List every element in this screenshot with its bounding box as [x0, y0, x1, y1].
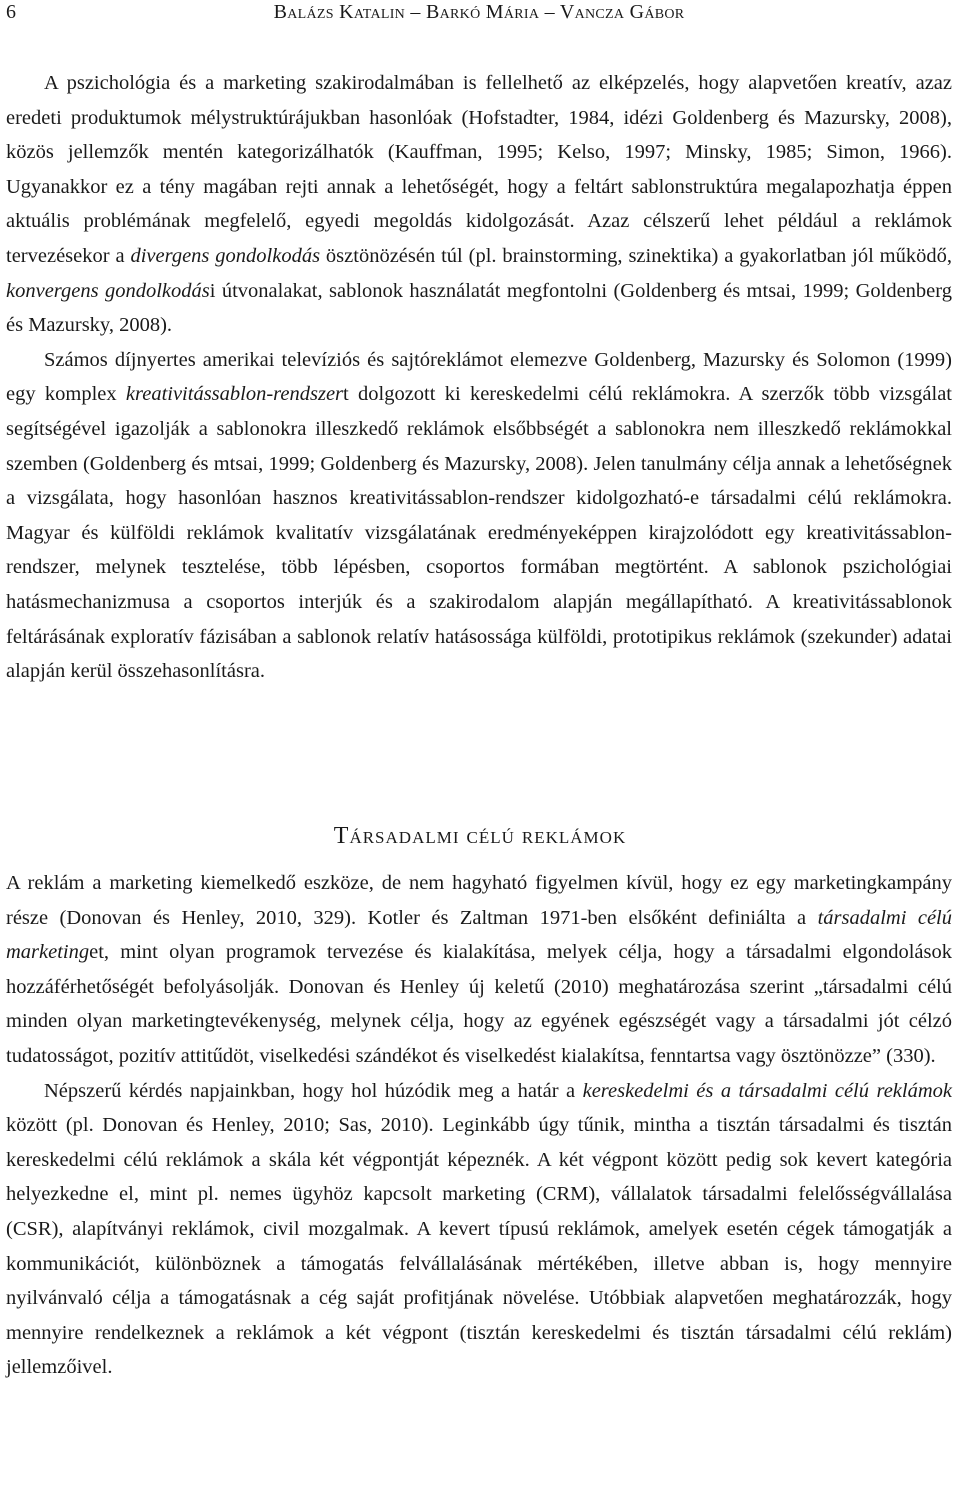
- page-number: 6: [6, 1, 16, 23]
- paragraph: [6, 866, 952, 1074]
- italic-run: kreativitássablon-rendszer: [125, 383, 344, 406]
- italic-run: kereskedelmi és a társadalmi célú reklámok: [582, 1079, 952, 1102]
- section-heading: Társadalmi célú reklámok: [333, 823, 627, 849]
- text-run: i útvonalakat, sablonok használatát megfontolni (Goldenberg és mtsai, 1999; Goldenberg és Mazursky, 2008).: [6, 279, 952, 337]
- text-run: Számos díjnyertes amerikai televíziós és sajtóreklámot elemezve Goldenberg, Mazursky és Solomon (1999) egy komplex: [6, 348, 952, 406]
- paragraph: [6, 66, 952, 343]
- intro-text: [6, 66, 952, 689]
- text-run: A reklám a marketing kiemelkedő eszköze, de nem hagyható figyelmen kívül, hogy ez egy marketingkampány része (Donovan és Henley, 2010, 329). Kotler és Zaltman 1971-ben elsőként definiálta a: [6, 872, 952, 929]
- text-run: között (pl. Donovan és Henley, 2010; Sas, 2010). Leginkább úgy tűnik, mintha a tisztán társadalmi és tisztán kereskedelmi célú reklámok a skála két végpontját képeznék. A két végpont között pedig sok kevert kategória helyezkedne el, mint pl. nemes ügyhöz kapcsolt marketing (CRM), vállalatok társadalmi felelősségvállalása (CSR), alapítványi reklámok, civil mozgalmak. A kevert típusú reklámok, amelyek esetén cégek támogatják a kommunikációt, különböznek a támogatás felvállalásának mértékében, illetve abban is, hogy mennyire nyilvánvaló célja a támogatásnak a cég saját profitjának növelése. Utóbbiak alapvetően meghatározzák, hogy mennyire rendelkeznek a reklámok a két végpont (tisztán kereskedelmi és tisztán társadalmi célú reklám) jellemzőivel.: [6, 1114, 952, 1379]
- running-header: [6, 0, 952, 24]
- section-text: [6, 866, 952, 1385]
- paragraph: [6, 1074, 952, 1385]
- text-run: et, mint olyan programok tervezése és kialakítása, melyek célja, hogy a társadalmi elgondolások hozzáférhetőségét befolyásolják. Donovan és Henley új keletű (2010) meghatározása szerint „társadalmi célú minden olyan marketingtevékenység, melynek célja, hogy az egyének egészségét vagy a társadalmi jót célzó tudatosságot, pozitív attitűdöt, viselkedési szándékot és viselkedést kialakítsa, fenntartsa vagy ösztönözze” (330).: [6, 941, 952, 1067]
- text-run: Népszerű kérdés napjainkban, hogy hol húzódik meg a határ a: [44, 1079, 583, 1102]
- italic-run: társadalmi célú marketing: [6, 906, 952, 964]
- italic-run: divergens gondolkodás: [130, 244, 321, 267]
- paragraph: [6, 343, 952, 689]
- text-run: ösztönözésén túl (pl. brainstorming, szinektika) a gyakorlatban jól működő,: [320, 244, 952, 267]
- text-run: t dolgozott ki kereskedelmi célú reklámokra. A szerzők több vizsgálat segítségével igazolják a sablonokra illeszkedő reklámok elsőbbségét a sablonokra nem illeszkedő reklámokkal szemben (Goldenberg és mtsai, 1999; Goldenberg és Mazursky, 2008). Jelen tanulmány célja annak a lehetőségnek a vizsgálata, hogy hasonlóan hasznos kreativitássablon-rendszer kidolgozható-e társadalmi célú reklámokra. Magyar és külföldi reklámok kvalitatív vizsgálatának eredményeképpen kirajzolódott egy kreativitássablon-rendszer, melynek tesztelése, több lépésben, csoportos formában megtörtént. A sablonok pszichológiai hatásmechanizmusa a csoportos interjúk és a szakirodalom alapján megállapítható. A kreativitássablonok feltárásának exploratív fázisában a sablonok relatív hatásossága külföldi, prototipikus reklámok (szekunder) adatai alapján kerül összehasonlításra.: [6, 383, 952, 683]
- text-run: A pszichológia és a marketing szakirodalmában is fellelhető az elképzelés, hogy alapvetően kreatív, azaz eredeti produktumok mélystruktúrájukban hasonlóak (Hofstadter, 1984, idézi Goldenberg és Mazursky, 2008), közös jellemzők mentén kategorizálhatók (Kauffman, 1995; Kelso, 1997; Minsky, 1985; Simon, 1966). Ugyanakkor ez a tény magában rejti annak a lehetőségét, hogy a feltárt sablonstruktúra megalapozhatja éppen aktuális problémának megfelelő, egyedi megoldás kidolgozását. Azaz célszerű lehet például a reklámok tervezésekor a: [6, 72, 952, 267]
- author-names: Balázs Katalin – Barkó Mária – Vancza Gábor: [273, 1, 685, 23]
- italic-run: konvergens gondolkodás: [6, 279, 210, 302]
